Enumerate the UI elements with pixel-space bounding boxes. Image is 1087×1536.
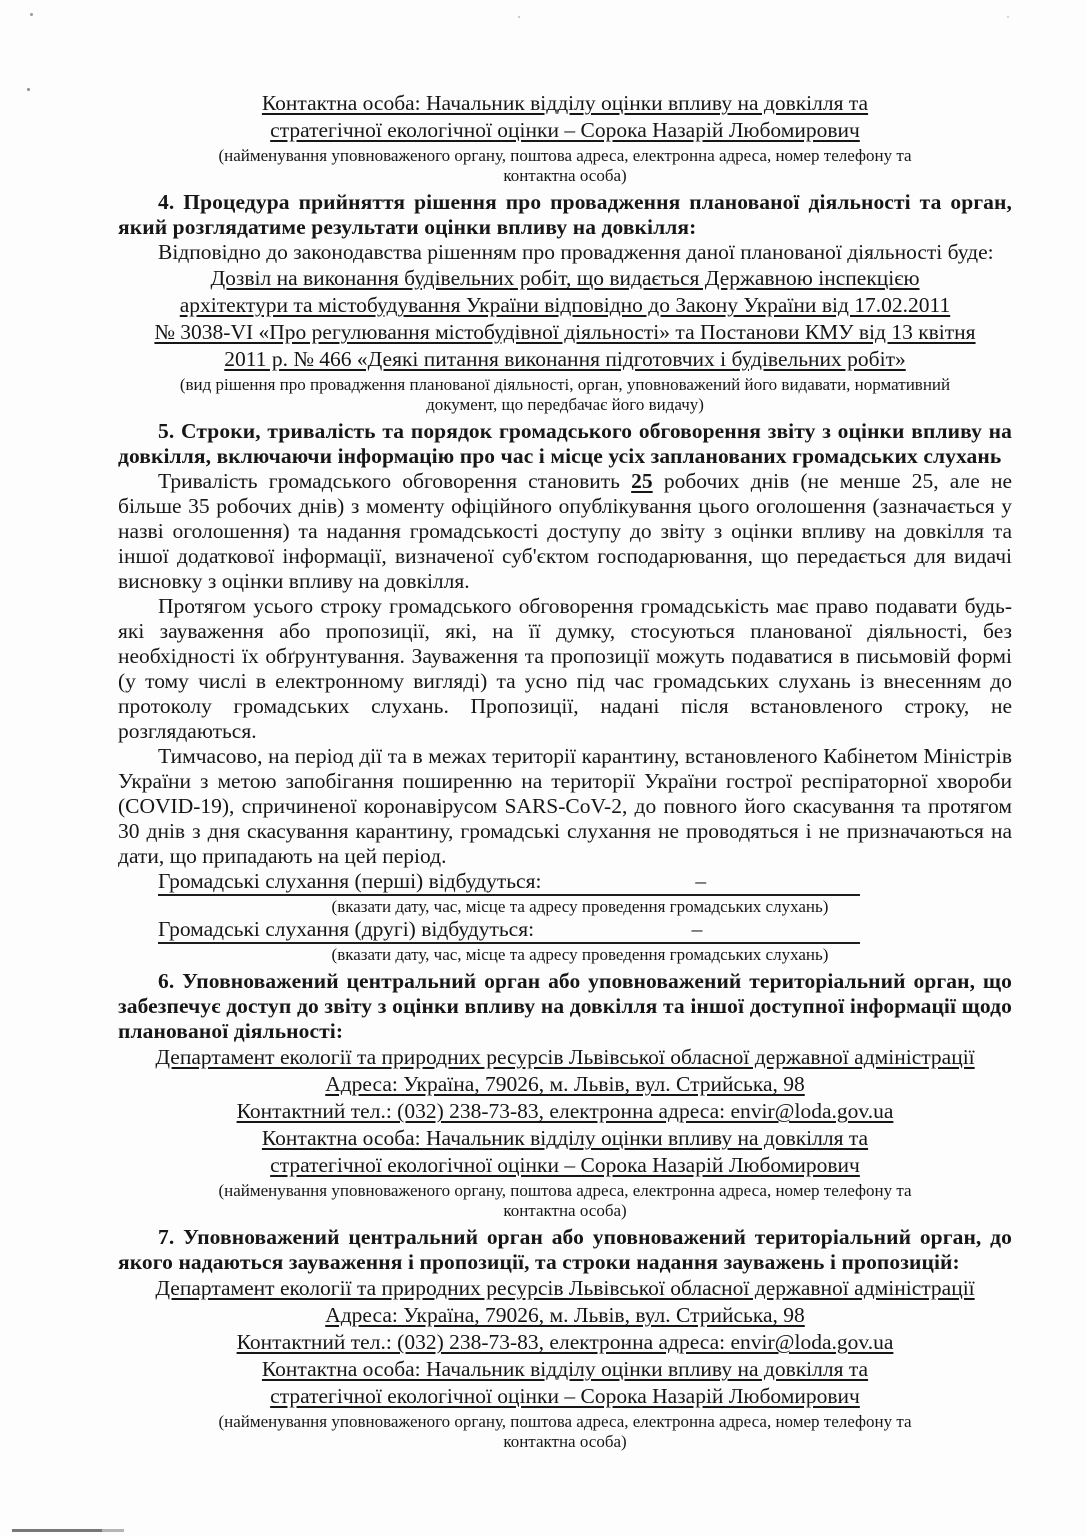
- org-caption-line-2: контактна особа): [503, 1432, 627, 1451]
- org-caption-line-1: (найменування уповноваженого органу, поштова адреса, електронна адреса, номер телефону та: [218, 146, 912, 165]
- section-6-heading: 6. Уповноважений центральний орган або уповноважений територіальний орган, що забезпечує доступ до звіту з оцінки впливу на довкілля та іншої доступної інформації щодо планованої діяльності:: [118, 969, 1012, 1043]
- section-6-org-line-1: Департамент екології та природних ресурсів Львівської обласної державної адміністрації: [155, 1045, 975, 1069]
- section-4-intro: Відповідно до законодавства рішенням про провадження даної планованої діяльності буде:: [158, 240, 994, 264]
- section-5-heading: 5. Строки, тривалість та порядок громадського обговорення звіту з оцінки впливу на довкілля, включаючи інформацію про час і місце усіх запланованих громадських слухань: [118, 419, 1012, 468]
- hearing-first-label: Громадські слухання (перші) відбудуться:: [158, 869, 542, 893]
- section-6-org-line-3: Контактний тел.: (032) 238-73-83, електронна адреса: envir@loda.gov.ua: [236, 1099, 894, 1123]
- section-7-org-line-4: Контактна особа: Начальник відділу оцінки впливу на довкілля та: [261, 1357, 869, 1381]
- decision-line-2: архітектури та містобудування України відповідно до Закону України від 17.02.2011: [179, 293, 951, 317]
- org-caption-line-1: (найменування уповноваженого органу, поштова адреса, електронна адреса, номер телефону та: [218, 1412, 912, 1431]
- scan-artifact-bar: [12, 1529, 102, 1532]
- section-5-paragraph-2: Протягом усього строку громадського обговорення громадськість має право подавати будь-які зауваження або пропозиції, які, на її думку, стосуються планованої діяльності, без необхідності їх обґрунтування. Зауваження та пропозиції можуть подаватися в письмовій формі (у тому числі в електронному вигляді) та усно під час громадських слухань із внесенням до протоколу громадських слухань. Пропозиції, надані після встановленого строку, не розглядаються.: [118, 594, 1012, 743]
- decision-line-1: Дозвіл на виконання будівельних робіт, що видається Державною інспекцією: [210, 266, 920, 290]
- hearing-second-row: [158, 917, 860, 944]
- hearing-first-row: [158, 869, 860, 896]
- section-7-org-line-1: Департамент екології та природних ресурсів Львівської обласної державної адміністрації: [155, 1276, 975, 1300]
- paragraph-text: робочих днів (не менше 25, але не більше 35 робочих днів) з моменту офіційного опублікування цього оголошення (зазначається у назві оголошення) та надання громадськості доступу до звіту з оцінки впливу на довкілля та іншої додаткової інформації, визначеної суб'єктом господарювання, що передається для видачі висновку з оцінки впливу на довкілля.: [118, 469, 1012, 593]
- hearing-first-value: –: [695, 869, 707, 893]
- document-content: [118, 90, 1012, 1452]
- section-6-org-line-5: стратегічної екологічної оцінки – Сорока Назарій Любомирович: [270, 1153, 860, 1177]
- section-7-org-line-5: стратегічної екологічної оцінки – Сорока Назарій Любомирович: [270, 1384, 860, 1408]
- top-contact-line-1: Контактна особа: Начальник відділу оцінки впливу на довкілля та: [261, 91, 869, 115]
- scan-speck: [518, 16, 520, 18]
- decision-line-3: № 3038-VI «Про регулювання містобудівної діяльності» та Постанови КМУ від 13 квітня: [154, 320, 976, 344]
- hearing-second-value: –: [691, 917, 703, 941]
- hearing-second-caption: (вказати дату, час, місце та адресу проведення громадських слухань): [331, 945, 829, 964]
- section-6-org-line-4: Контактна особа: Начальник відділу оцінки впливу на довкілля та: [261, 1126, 869, 1150]
- org-caption-line-2: контактна особа): [503, 166, 627, 185]
- section-7-org-line-2: Адреса: Україна, 79026, м. Львів, вул. Стрийська, 98: [325, 1303, 805, 1327]
- org-caption-line-1: (найменування уповноваженого органу, поштова адреса, електронна адреса, номер телефону та: [218, 1181, 912, 1200]
- scan-speck: [1007, 16, 1009, 18]
- decision-caption-line-2: документ, що передбачає його видачу): [426, 395, 704, 414]
- scan-speck: [27, 88, 30, 91]
- paragraph-text: Тривалість громадського обговорення становить: [158, 469, 632, 493]
- section-4-heading: 4. Процедура прийняття рішення про провадження планованої діяльності та орган, який розглядатиме результати оцінки впливу на довкілля:: [118, 190, 1012, 239]
- scan-artifact-bar-tail: [102, 1529, 124, 1532]
- scan-speck: [30, 13, 33, 16]
- discussion-days-value: 25: [631, 469, 653, 493]
- org-caption-line-2: контактна особа): [503, 1201, 627, 1220]
- section-5-paragraph-1: [118, 469, 1012, 594]
- section-7-org-line-3: Контактний тел.: (032) 238-73-83, електронна адреса: envir@loda.gov.ua: [236, 1330, 894, 1354]
- decision-caption-line-1: (вид рішення про провадження планованої діяльності, орган, уповноважений його видавати, нормативний: [179, 375, 951, 394]
- hearing-second-label: Громадські слухання (другі) відбудуться:: [158, 917, 535, 941]
- section-5-paragraph-3: Тимчасово, на період дії та в межах території карантину, встановленого Кабінетом Міністрів України з метою запобігання поширенню на території України гострої респіраторної хвороби (COVID-19), спричиненої коронавірусом SARS-CoV-2, до повного його скасування та протягом 30 днів з дня скасування карантину, громадські слухання не проводяться і не призначаються на дати, що припадають на цей період.: [118, 744, 1012, 868]
- top-contact-line-2: стратегічної екологічної оцінки – Сорока Назарій Любомирович: [270, 118, 860, 142]
- section-7-heading: 7. Уповноважений центральний орган або уповноважений територіальний орган, до якого надаються зауваження і пропозиції, та строки надання зауважень і пропозицій:: [118, 1225, 1012, 1274]
- hearing-first-caption: (вказати дату, час, місце та адресу проведення громадських слухань): [331, 897, 829, 916]
- decision-line-4: 2011 р. № 466 «Деякі питання виконання підготовчих і будівельних робіт»: [224, 347, 906, 371]
- section-6-org-line-2: Адреса: Україна, 79026, м. Львів, вул. Стрийська, 98: [325, 1072, 805, 1096]
